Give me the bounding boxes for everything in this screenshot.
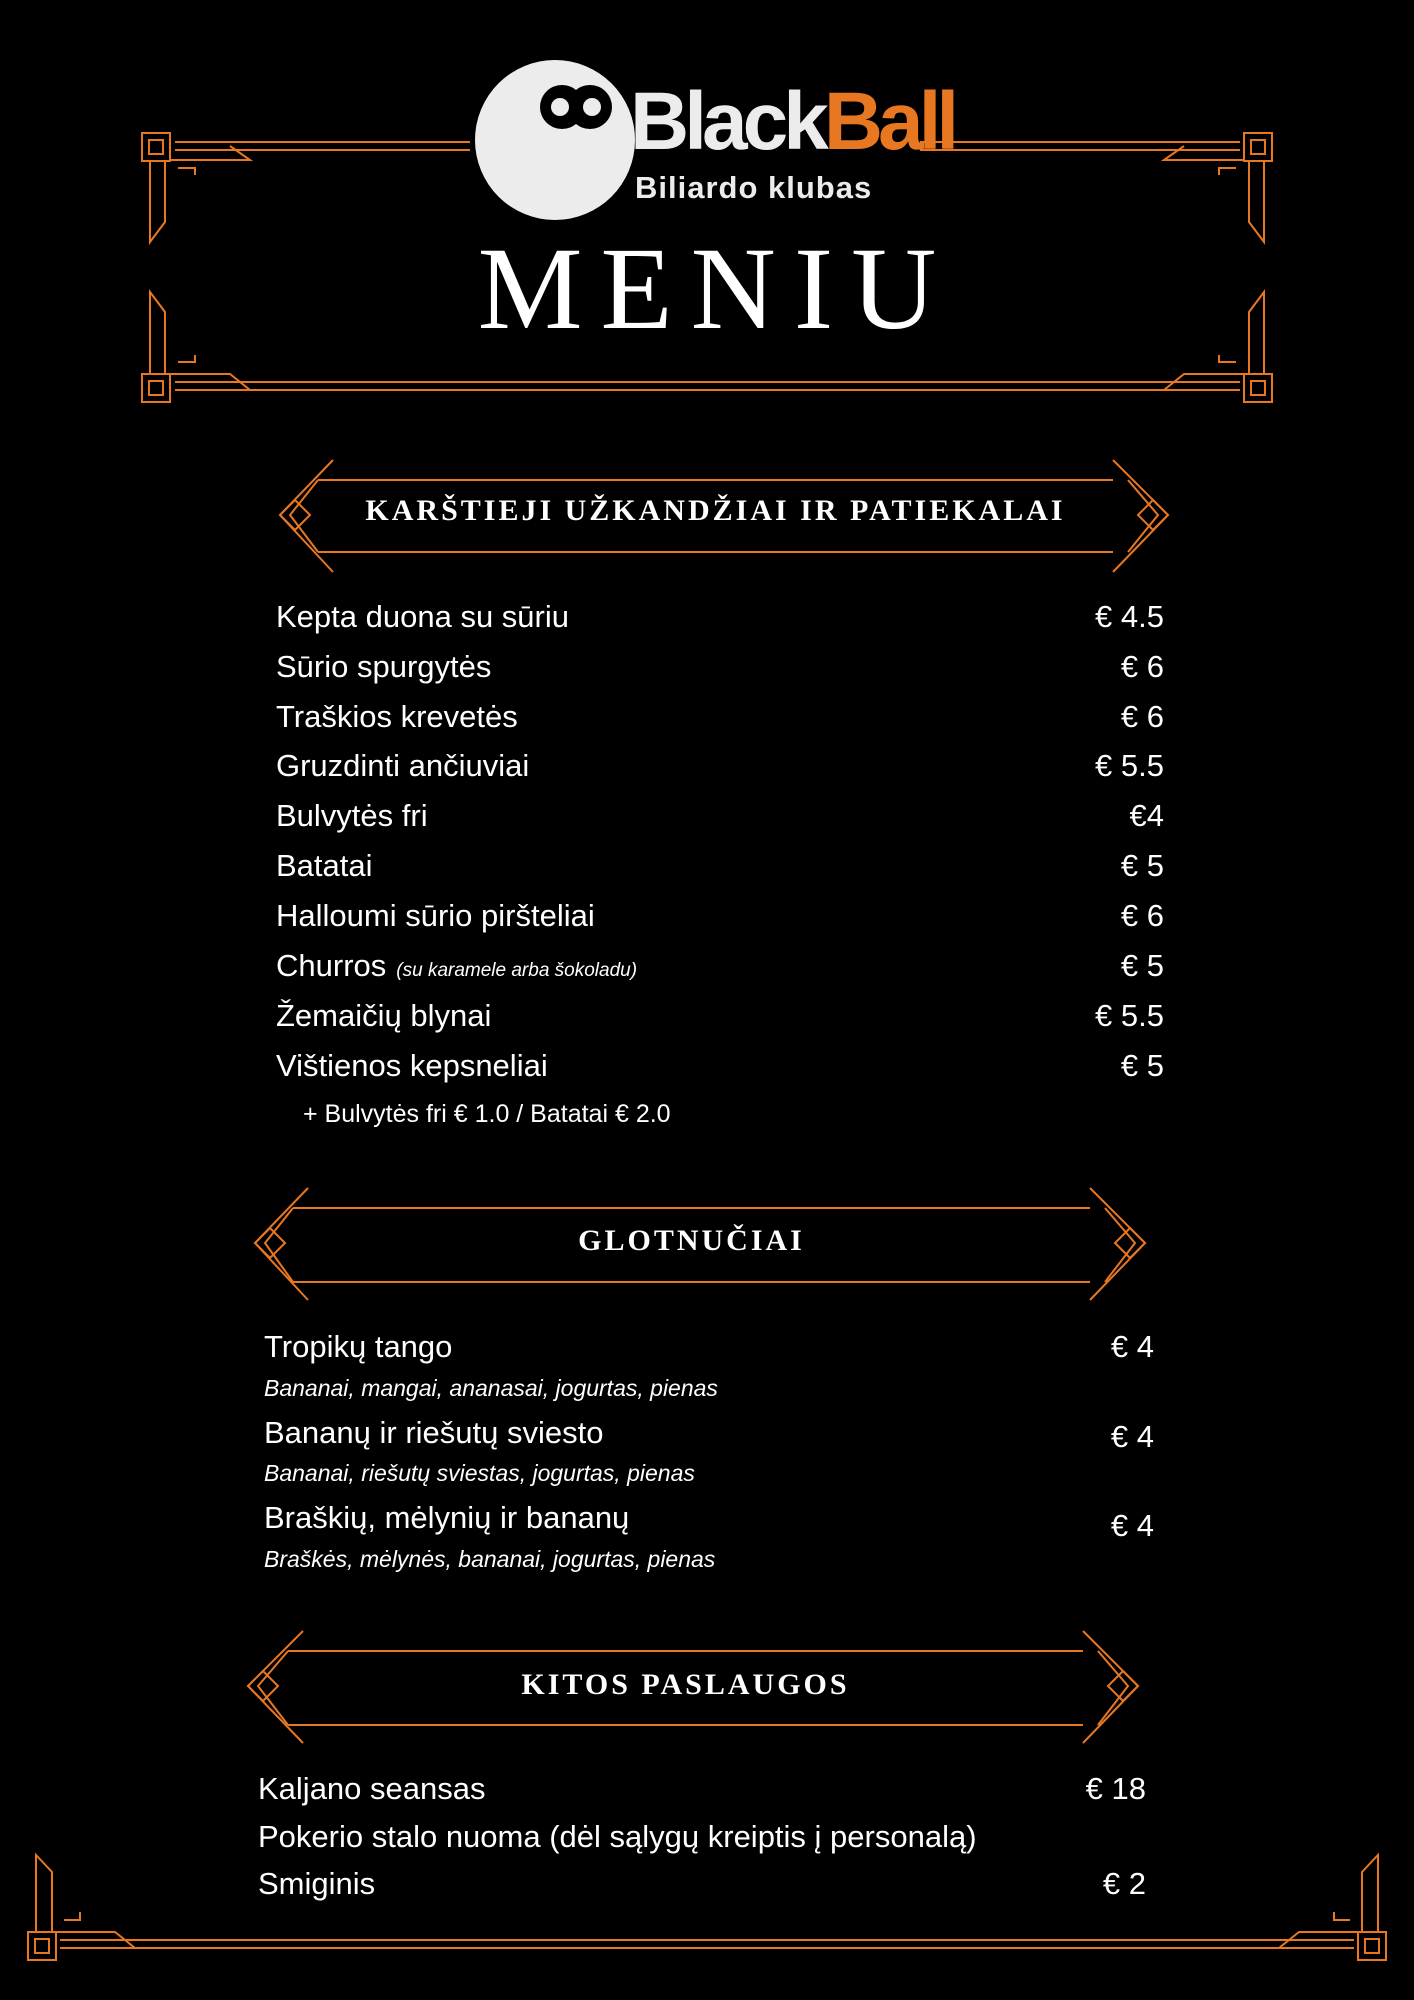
menu-item bbox=[276, 796, 1164, 836]
item-name: Pokerio stalo nuoma (dėl sąlygų kreiptis į personalą) bbox=[258, 1819, 977, 1854]
item-price: € 6 bbox=[1120, 699, 1164, 734]
item-price: € 5 bbox=[1120, 848, 1164, 883]
item-price: € 5 bbox=[1120, 1048, 1164, 1083]
item-price: € 4 bbox=[1110, 1508, 1154, 1543]
item-name: Churros bbox=[276, 948, 387, 983]
item-name: Bananų ir riešutų sviesto bbox=[264, 1415, 604, 1450]
item-description: Braškės, mėlynės, bananai, jogurtas, pienas bbox=[264, 1546, 716, 1572]
brand-word-ball: Ball bbox=[823, 76, 955, 167]
item-price: €4 bbox=[1129, 798, 1164, 833]
item-name: Vištienos kepsneliai bbox=[276, 1048, 548, 1083]
menu-item bbox=[276, 996, 1164, 1036]
item-name: Sūrio spurgytės bbox=[276, 649, 492, 684]
menu-item bbox=[258, 1769, 1146, 1809]
menu-item bbox=[264, 1498, 1154, 1543]
item-name: Smiginis bbox=[258, 1866, 376, 1901]
item-name: Žemaičių blynai bbox=[276, 998, 492, 1033]
menu-item bbox=[276, 697, 1164, 737]
item-name: Batatai bbox=[276, 848, 373, 883]
item-price: € 4 bbox=[1110, 1419, 1154, 1454]
item-note: (su karamele arba šokoladu) bbox=[396, 960, 638, 981]
item-description: Bananai, mangai, ananasai, jogurtas, pienas bbox=[264, 1375, 718, 1401]
brand-logo bbox=[470, 55, 955, 225]
eight-ball-icon bbox=[470, 55, 640, 225]
item-price: € 4 bbox=[1110, 1329, 1154, 1364]
menu-item bbox=[258, 1864, 1146, 1904]
item-name: Bulvytės fri bbox=[276, 798, 428, 833]
section-title-hot: KARŠTIEJI UŽKANDŽIAI IR PATIEKALAI bbox=[365, 494, 1066, 527]
page-title: MENIU bbox=[477, 223, 955, 354]
menu-item bbox=[258, 1817, 1146, 1857]
item-price: € 6 bbox=[1120, 649, 1164, 684]
section-title-other: KITOS PASLAUGOS bbox=[521, 1668, 850, 1701]
item-name: Traškios krevetės bbox=[276, 699, 518, 734]
item-description: Bananai, riešutų sviestas, jogurtas, pienas bbox=[264, 1460, 695, 1486]
menu-item bbox=[276, 647, 1164, 687]
item-name-with-note bbox=[276, 946, 637, 991]
menu-item bbox=[276, 846, 1164, 886]
item-price: € 5 bbox=[1120, 948, 1164, 983]
menu-item bbox=[276, 896, 1164, 936]
item-name: Kepta duona su sūriu bbox=[276, 599, 569, 634]
section-title-smoothies: GLOTNUČIAI bbox=[578, 1224, 805, 1257]
item-price: € 4.5 bbox=[1095, 599, 1164, 634]
menu-item bbox=[276, 597, 1164, 637]
item-name: Kaljano seansas bbox=[258, 1771, 486, 1806]
brand-wordmark bbox=[630, 76, 955, 167]
menu-item bbox=[276, 946, 1164, 986]
item-price: € 5.5 bbox=[1095, 998, 1164, 1033]
menu-item bbox=[264, 1327, 1154, 1367]
brand-subtitle: Biliardo klubas bbox=[635, 170, 873, 205]
item-name: Halloumi sūrio piršteliai bbox=[276, 898, 595, 933]
item-name: Tropikų tango bbox=[264, 1329, 453, 1364]
addon-note: + Bulvytės fri € 1.0 / Batatai € 2.0 bbox=[303, 1100, 671, 1128]
item-name: Braškių, mėlynių ir bananų bbox=[264, 1500, 630, 1535]
menu-item bbox=[276, 746, 1164, 786]
menu-item bbox=[276, 1046, 1164, 1086]
item-price: € 18 bbox=[1085, 1771, 1146, 1806]
item-price: € 5.5 bbox=[1095, 748, 1164, 783]
menu-item bbox=[264, 1413, 1154, 1453]
item-price: € 6 bbox=[1120, 898, 1164, 933]
brand-word-black: Black bbox=[630, 76, 824, 167]
item-name: Gruzdinti ančiuviai bbox=[276, 748, 530, 783]
item-price: € 2 bbox=[1102, 1866, 1146, 1901]
